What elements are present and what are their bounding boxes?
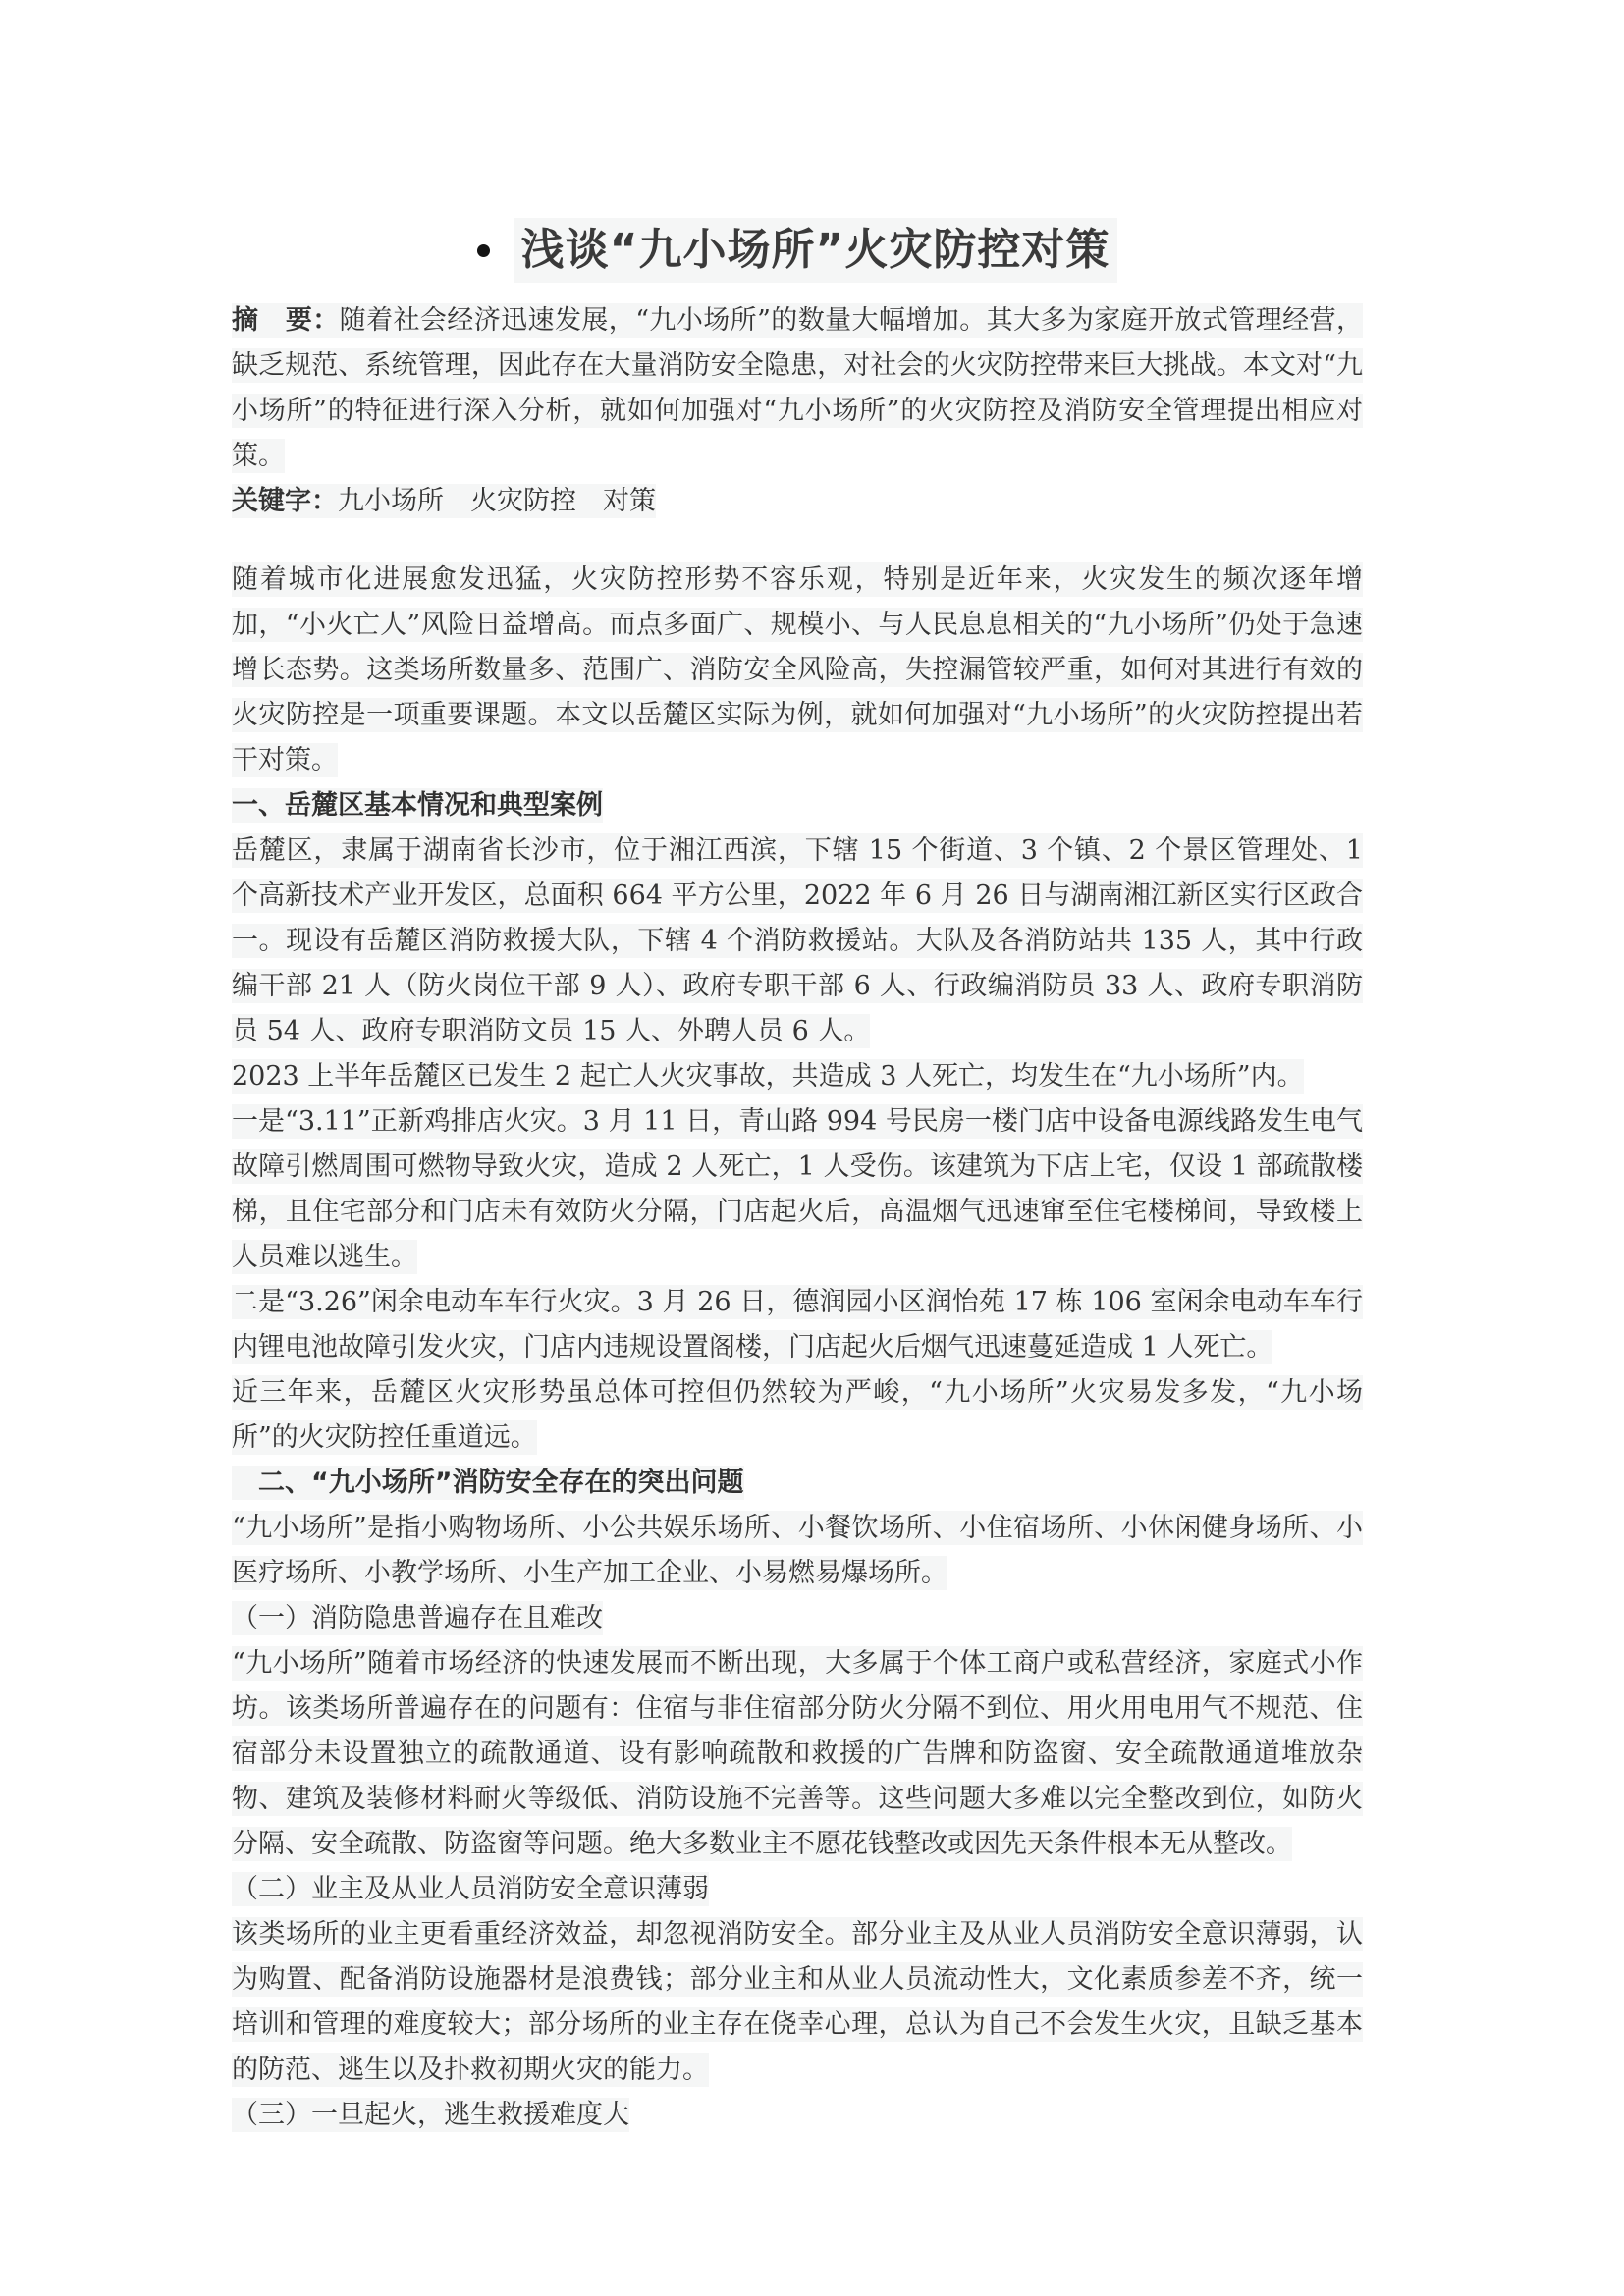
paragraph-trend [232,1370,1363,1461]
subheading-2 [232,1867,1363,1912]
intro-text: 随着城市化进展愈发迅猛，火灾防控形势不容乐观，特别是近年来，火灾发生的频次逐年增加，“小火亡人”风险日益增高。而点多面广、规模小、与人民息息相关的“九小场所”仍处于急速增长态势。这类场所数量多、范围广、消防安全风险高，失控漏管较严重，如何对其进行有效的火灾防控是一项重要课题。本文以岳麓区实际为例，就如何加强对“九小场所”的火灾防控提出若干对策。 [232,564,1363,775]
paragraph-definition-text: “九小场所”是指小购物场所、小公共娱乐场所、小餐饮场所、小住宿场所、小休闲健身场所、小医疗场所、小教学场所、小生产加工企业、小易燃易爆场所。 [232,1513,1363,1588]
paragraph-district-overview [232,828,1363,1054]
paragraph-2023-fires-text: 2023 上半年岳麓区已发生 2 起亡人火灾事故，共造成 3 人死亡，均发生在“九小场所”内。 [232,1061,1304,1092]
paragraph-case-1-text: 一是“3.11”正新鸡排店火灾。3 月 11 日，青山路 994 号民房一楼门店中设备电源线路发生电气故障引燃周围可燃物导致火灾，造成 2 人死亡，1 人受伤。该建筑为下店上宅，仅设 1 部疏散楼梯，且住宅部分和门店未有效防火分隔，门店起火后，高温烟气迅速窜至住宅楼梯间，导致楼上人员难以逃生。 [232,1106,1363,1272]
list-bullet-icon [477,244,490,257]
paragraph-hazards [232,1641,1363,1867]
subheading-1-text: （一）消防隐患普遍存在且难改 [232,1603,603,1633]
paragraph-case-2-text: 二是“3.26”闲余电动车车行火灾。3 月 26 日，德润园小区润怡苑 17 栋 106 室闲余电动车车行内锂电池故障引发火灾，门店内违规设置阁楼，门店起火后烟气迅速蔓延造成 1 人死亡。 [232,1287,1363,1362]
keywords-label: 关键字： [232,486,338,516]
section-heading-2 [232,1461,1363,1506]
paragraph-awareness [232,1912,1363,2093]
intro-paragraph [232,558,1363,783]
abstract-paragraph [232,298,1363,479]
subheading-1 [232,1596,1363,1641]
paragraph-case-1 [232,1099,1363,1280]
subheading-2-text: （二）业主及从业人员消防安全意识薄弱 [232,1874,709,1904]
paragraph-trend-text: 近三年来，岳麓区火灾形势虽总体可控但仍然较为严峻，“九小场所”火灾易发多发，“九小场所”的火灾防控任重道远。 [232,1377,1363,1453]
section-heading-1-text: 一、岳麓区基本情况和典型案例 [232,790,603,821]
section-heading-2-text: 二、“九小场所”消防安全存在的突出问题 [232,1468,744,1498]
paragraph-district-overview-text: 岳麓区，隶属于湖南省长沙市，位于湘江西滨，下辖 15 个街道、3 个镇、2 个景区管理处、1 个高新技术产业开发区，总面积 664 平方公里，2022 年 6 月 26 日与湖南湘江新区实行区政合一。现设有岳麓区消防救援大队，下辖 4 个消防救援站。大队及各消防站共 135 人，其中行政编干部 21 人（防火岗位干部 9 人）、政府专职干部 6 人、行政编消防员 33 人、政府专职消防员 54 人、政府专职消防文员 15 人、外聘人员 6 人。 [232,835,1363,1046]
paragraph-2023-fires [232,1054,1363,1099]
paragraph-case-2 [232,1280,1363,1370]
document-title [232,218,1363,283]
abstract-label: 摘 要： [232,305,340,336]
subheading-3 [232,2093,1363,2138]
section-heading-1 [232,783,1363,828]
subheading-3-text: （三）一旦起火，逃生救援难度大 [232,2100,629,2130]
keywords-text: 九小场所 火灾防控 对策 [338,486,656,516]
paragraph-definition [232,1506,1363,1596]
keywords-line [232,479,1363,524]
document-content [232,218,1363,2138]
paragraph-hazards-text: “九小场所”随着市场经济的快速发展而不断出现，大多属于个体工商户或私营经济，家庭式小作坊。该类场所普遍存在的问题有：住宿与非住宿部分防火分隔不到位、用火用电用气不规范、住宿部分未设置独立的疏散通道、设有影响疏散和救援的广告牌和防盗窗、安全疏散通道堆放杂物、建筑及装修材料耐火等级低、消防设施不完善等。这些问题大多难以完全整改到位，如防火分隔、安全疏散、防盗窗等问题。绝大多数业主不愿花钱整改或因先天条件根本无从整改。 [232,1648,1363,1859]
paragraph-awareness-text: 该类场所的业主更看重经济效益，却忽视消防安全。部分业主及从业人员消防安全意识薄弱，认为购置、配备消防设施器材是浪费钱；部分业主和从业人员流动性大，文化素质参差不齐，统一培训和管理的难度较大；部分场所的业主存在侥幸心理，总认为自己不会发生火灾，且缺乏基本的防范、逃生以及扑救初期火灾的能力。 [232,1919,1363,2085]
title-text: 浅谈“九小场所”火灾防控对策 [514,218,1118,283]
abstract-text: 随着社会经济迅速发展，“九小场所”的数量大幅增加。其大多为家庭开放式管理经营，缺乏规范、系统管理，因此存在大量消防安全隐患，对社会的火灾防控带来巨大挑战。本文对“九小场所”的特征进行深入分析，就如何加强对“九小场所”的火灾防控及消防安全管理提出相应对策。 [232,305,1363,471]
